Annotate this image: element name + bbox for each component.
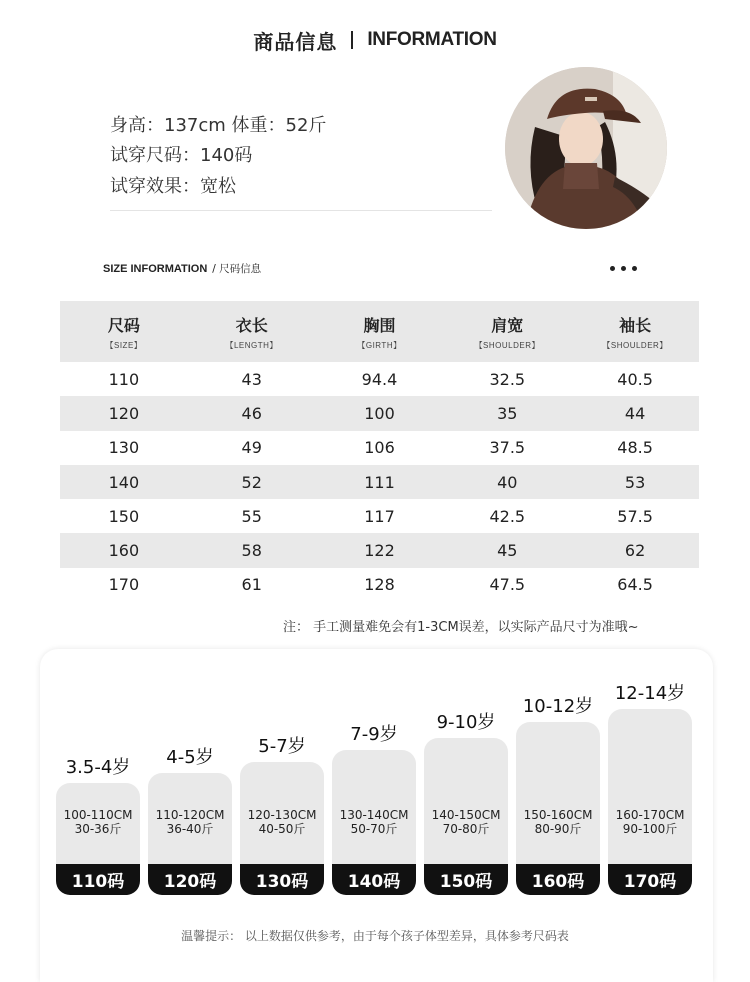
col-header-girth <box>316 301 444 362</box>
measurement-note: 注： 手工测量难免会有1-3CM误差，以实际产品尺寸为准哦~ <box>283 620 639 635</box>
weight-range: 40-50斤 <box>258 822 306 836</box>
page-header <box>0 24 750 56</box>
table-cell: 45 <box>497 541 518 561</box>
height-weight-range <box>608 808 692 836</box>
size-info-label-cn: / 尺码信息 <box>212 263 262 275</box>
table-row <box>60 396 699 430</box>
more-icon <box>610 266 637 271</box>
table-cell: 46 <box>241 403 262 423</box>
model-height-weight: 身高：137cm 体重：52斤 <box>110 115 327 136</box>
col-header-sublabel: 【SHOULDER】 <box>474 340 541 350</box>
col-header-label: 胸围 <box>363 315 396 335</box>
table-cell: 128 <box>364 575 395 595</box>
size-table-body <box>60 362 699 602</box>
table-cell: 62 <box>624 541 646 561</box>
col-header-shoulder <box>443 301 571 362</box>
col-header-label: 袖长 <box>619 315 652 335</box>
age-label: 7-9岁 <box>350 724 398 745</box>
table-cell: 94.4 <box>361 369 398 389</box>
bar-body <box>516 722 600 864</box>
col-header-sleeve <box>571 301 699 362</box>
table-row <box>60 362 699 396</box>
model-photo <box>505 67 667 229</box>
height-weight-range <box>56 808 140 836</box>
size-info-heading <box>103 261 261 276</box>
age-size-bar <box>424 649 508 895</box>
col-header-sublabel: 【LENGTH】 <box>225 340 278 350</box>
table-cell: 64.5 <box>617 575 653 595</box>
size-label: 120码 <box>148 864 232 895</box>
age-size-bar <box>148 649 232 895</box>
table-cell: 117 <box>364 506 395 526</box>
table-cell: 130 <box>108 438 140 458</box>
weight-range: 36-40斤 <box>166 822 214 836</box>
col-header-label: 肩宽 <box>491 315 524 335</box>
table-row <box>60 499 699 533</box>
height-range: 100-110CM <box>63 808 133 822</box>
col-header-sublabel: 【GIRTH】 <box>357 340 402 350</box>
table-row <box>60 568 699 602</box>
age-label: 5-7岁 <box>258 736 306 757</box>
height-range: 120-130CM <box>247 808 317 822</box>
age-size-bar <box>240 649 324 895</box>
table-cell: 52 <box>241 472 262 492</box>
table-cell: 48.5 <box>617 438 653 458</box>
height-weight-range <box>332 808 416 836</box>
size-table-header <box>60 301 699 362</box>
height-range: 140-150CM <box>431 808 501 822</box>
weight-range: 30-36斤 <box>74 822 122 836</box>
table-row <box>60 431 699 465</box>
size-label: 130码 <box>240 864 324 895</box>
table-cell: 120 <box>108 403 140 423</box>
height-range: 160-170CM <box>615 808 685 822</box>
height-weight-range <box>240 808 324 836</box>
table-cell: 32.5 <box>489 369 526 389</box>
size-label: 160码 <box>516 864 600 895</box>
height-range: 150-160CM <box>523 808 593 822</box>
table-cell: 40 <box>497 472 518 492</box>
model-trial-fit: 试穿效果：宽松 <box>110 176 236 197</box>
model-divider <box>110 210 492 211</box>
table-cell: 49 <box>241 438 262 458</box>
table-cell: 111 <box>364 472 395 492</box>
age-size-bar <box>516 649 600 895</box>
weight-range: 80-90斤 <box>534 822 582 836</box>
table-cell: 150 <box>108 506 140 526</box>
size-label: 170码 <box>608 864 692 895</box>
height-weight-range <box>148 808 232 836</box>
col-header-sublabel: 【SIZE】 <box>105 340 143 350</box>
col-header-size <box>60 301 188 362</box>
age-size-bar <box>332 649 416 895</box>
table-cell: 122 <box>364 541 395 561</box>
table-cell: 43 <box>241 369 262 389</box>
age-size-bar <box>608 649 692 895</box>
table-cell: 53 <box>624 472 646 492</box>
table-cell: 140 <box>108 472 140 492</box>
header-separator <box>351 31 353 49</box>
header-title-en: INFORMATION <box>367 29 497 50</box>
table-cell: 40.5 <box>617 369 653 389</box>
table-row <box>60 465 699 499</box>
weight-range: 50-70斤 <box>350 822 398 836</box>
table-cell: 61 <box>241 575 262 595</box>
age-label: 12-14岁 <box>614 683 686 704</box>
table-cell: 44 <box>624 403 646 423</box>
table-cell: 37.5 <box>489 438 526 458</box>
table-cell: 42.5 <box>489 506 526 526</box>
bar-body <box>424 738 508 864</box>
size-label: 110码 <box>56 864 140 895</box>
height-weight-range <box>424 808 508 836</box>
weight-range: 70-80斤 <box>442 822 490 836</box>
table-cell: 57.5 <box>617 506 653 526</box>
table-cell: 47.5 <box>489 575 526 595</box>
table-cell: 55 <box>241 506 262 526</box>
table-cell: 110 <box>108 369 140 389</box>
col-header-length <box>188 301 316 362</box>
age-label: 9-10岁 <box>436 712 496 733</box>
table-cell: 100 <box>364 403 395 423</box>
age-size-bar <box>56 649 140 895</box>
height-weight-range <box>516 808 600 836</box>
bar-body <box>332 750 416 864</box>
col-header-label: 衣长 <box>235 315 268 335</box>
model-trial-size: 试穿尺码：140码 <box>110 145 253 166</box>
table-cell: 170 <box>108 575 140 595</box>
size-label: 140码 <box>332 864 416 895</box>
reference-tip: 温馨提示： 以上数据仅供参考，由于每个孩子体型差异，具体参考尺码表 <box>181 929 569 943</box>
weight-range: 90-100斤 <box>622 822 678 836</box>
height-range: 110-120CM <box>155 808 225 822</box>
table-cell: 160 <box>108 541 140 561</box>
col-header-label: 尺码 <box>107 315 140 335</box>
size-table <box>60 301 699 602</box>
age-label: 3.5-4岁 <box>65 757 131 778</box>
table-cell: 35 <box>497 403 518 423</box>
age-label: 4-5岁 <box>166 747 214 768</box>
table-row <box>60 533 699 567</box>
col-header-sublabel: 【SHOULDER】 <box>602 340 668 350</box>
table-cell: 58 <box>241 541 262 561</box>
size-label: 150码 <box>424 864 508 895</box>
bar-body <box>608 709 692 864</box>
height-range: 130-140CM <box>339 808 409 822</box>
table-cell: 106 <box>364 438 395 458</box>
age-label: 10-12岁 <box>522 696 594 717</box>
header-title-cn: 商品信息 <box>253 29 338 54</box>
size-info-label-en: SIZE INFORMATION <box>103 263 208 275</box>
